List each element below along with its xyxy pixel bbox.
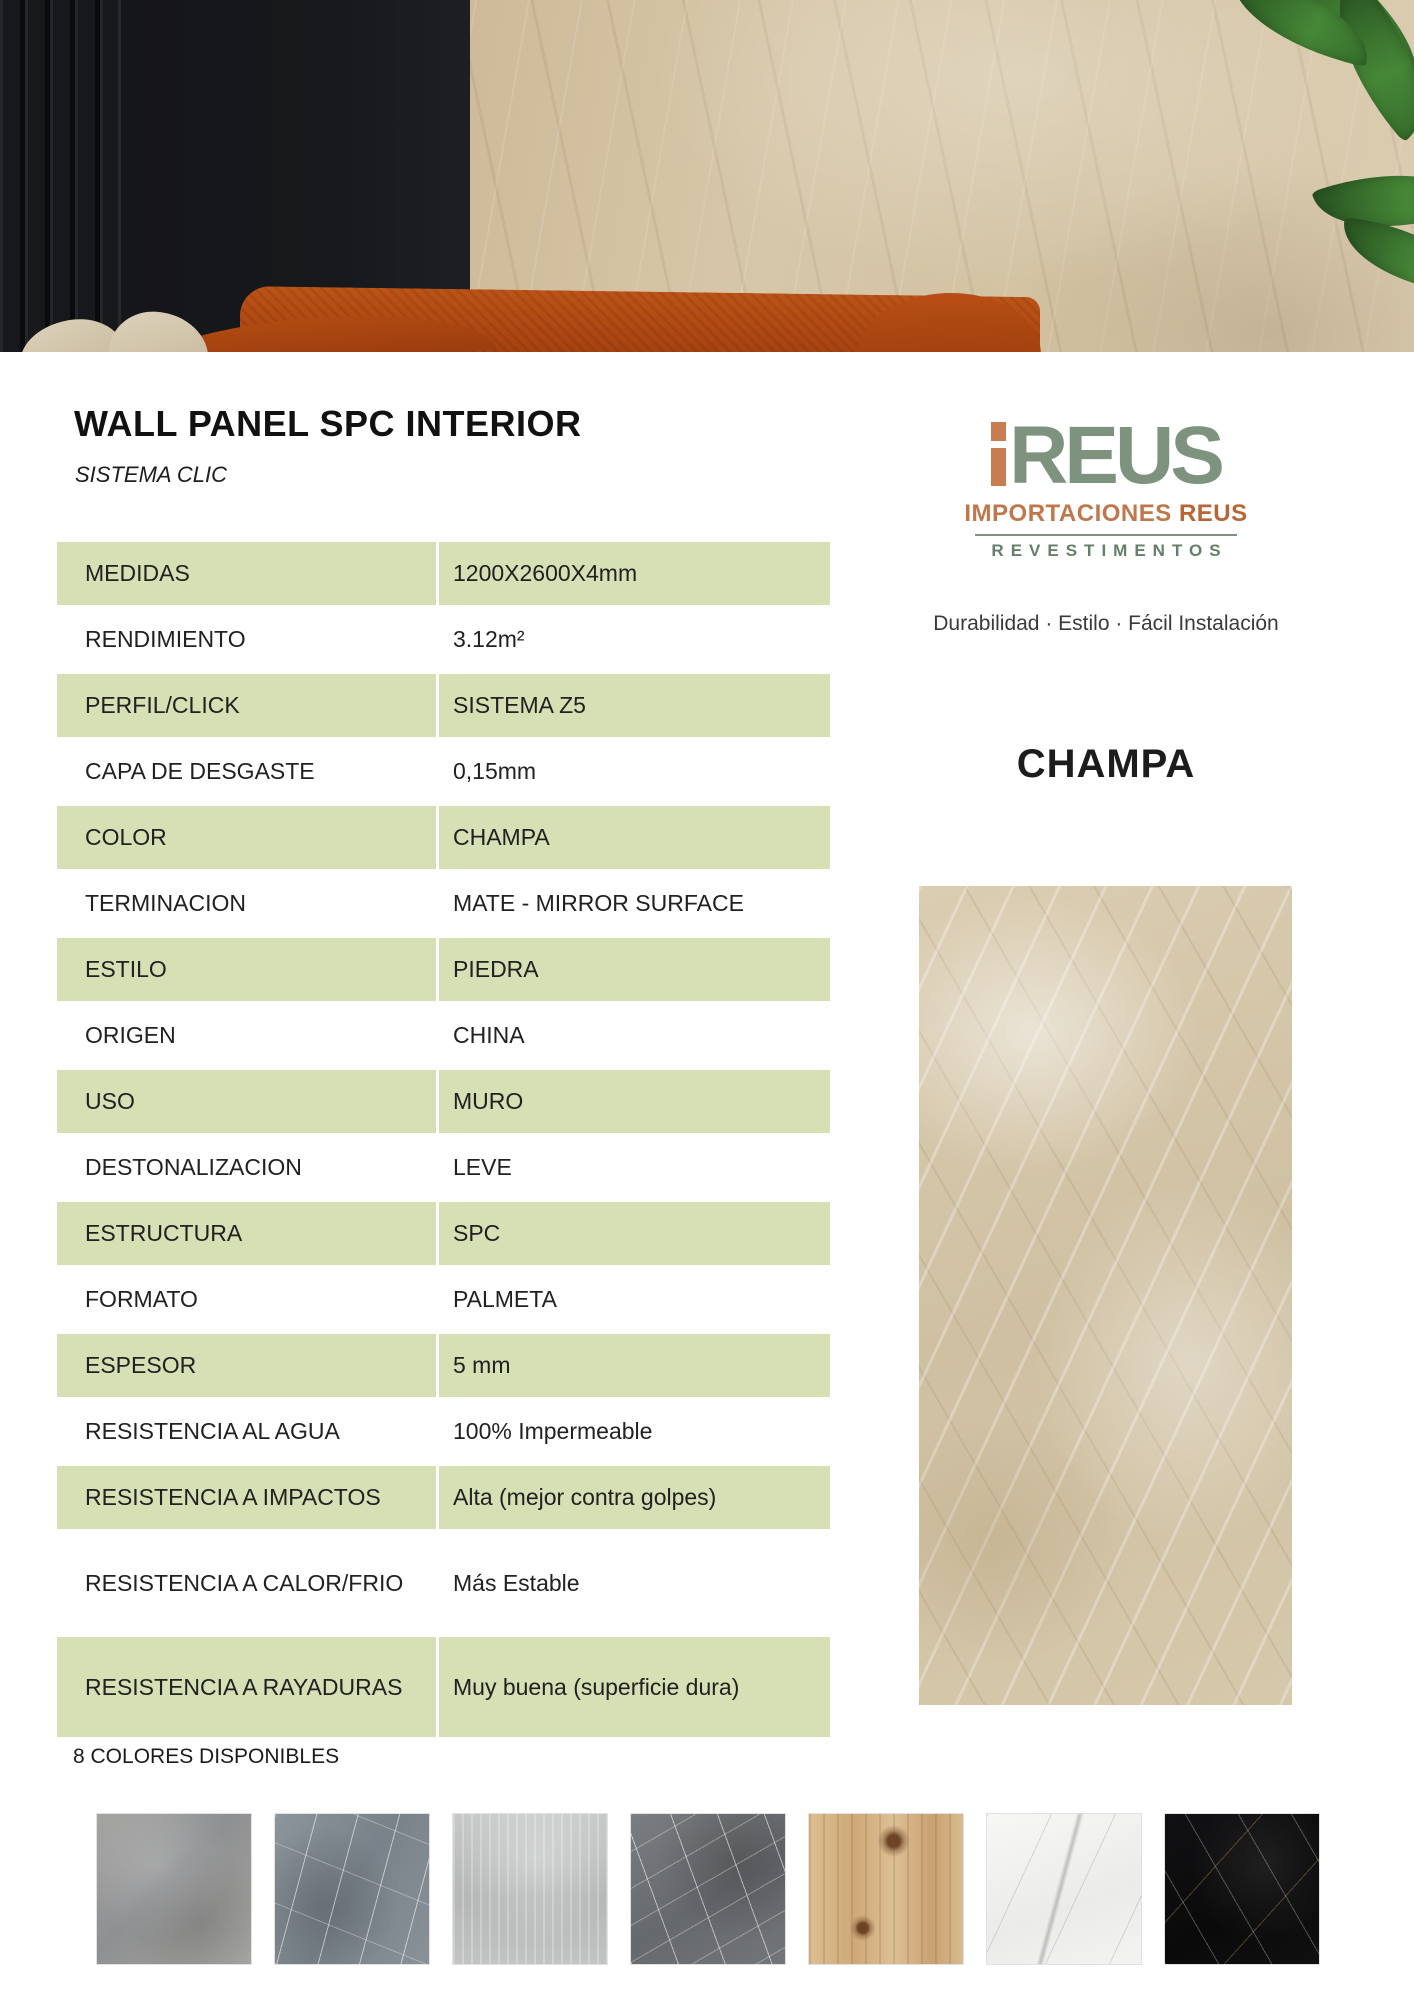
page-title: WALL PANEL SPC INTERIOR	[74, 403, 582, 444]
wood-slat-panel	[0, 0, 121, 352]
spec-row	[57, 1070, 830, 1133]
spec-value: SPC	[439, 1202, 830, 1265]
spec-value: 100% Impermeable	[439, 1400, 830, 1463]
spec-value: Más Estable	[439, 1532, 830, 1634]
spec-value: CHINA	[439, 1004, 830, 1067]
logo-i-mark-icon	[991, 422, 1006, 486]
spec-row	[57, 1532, 830, 1634]
hero-room-photo	[0, 0, 1414, 352]
swatch-light-gray-concrete	[452, 1813, 608, 1965]
spec-row	[57, 542, 830, 605]
colors-heading: 8 COLORES DISPONIBLES	[73, 1745, 340, 1768]
logo-divider	[975, 534, 1237, 536]
spec-value: MURO	[439, 1070, 830, 1133]
spec-row	[57, 1466, 830, 1529]
spec-value: PALMETA	[439, 1268, 830, 1331]
spec-value: MATE - MIRROR SURFACE	[439, 872, 830, 935]
spec-row	[57, 1400, 830, 1463]
spec-row	[57, 1136, 830, 1199]
spec-row	[57, 1202, 830, 1265]
swatch-row	[96, 1813, 1320, 1965]
spec-row	[57, 806, 830, 869]
swatch-black-marble	[1164, 1813, 1320, 1965]
swatch-oak-wood	[808, 1813, 964, 1965]
spec-label: COLOR	[57, 806, 436, 869]
spec-value: 0,15mm	[439, 740, 830, 803]
logo-tagline-text: REVESTIMENTOS	[991, 541, 1228, 560]
spec-value: Alta (mejor contra golpes)	[439, 1466, 830, 1529]
spec-table-body	[57, 542, 830, 1737]
spec-row	[57, 1004, 830, 1067]
spec-row	[57, 1268, 830, 1331]
spec-row	[57, 1334, 830, 1397]
spec-row	[57, 1637, 830, 1737]
spec-row	[57, 740, 830, 803]
spec-value: 5 mm	[439, 1334, 830, 1397]
spec-label: RESISTENCIA AL AGUA	[57, 1400, 436, 1463]
spec-label: USO	[57, 1070, 436, 1133]
page-subtitle: SISTEMA CLIC	[75, 462, 227, 487]
spec-label: DESTONALIZACION	[57, 1136, 436, 1199]
spec-label: CAPA DE DESGASTE	[57, 740, 436, 803]
spec-row	[57, 872, 830, 935]
plant-leaf	[1336, 217, 1414, 295]
spec-label: MEDIDAS	[57, 542, 436, 605]
swatch-dark-gray-marble	[630, 1813, 786, 1965]
logo-brand-text: REUS	[1009, 410, 1221, 501]
spec-label: ESTRUCTURA	[57, 1202, 436, 1265]
logo-wordmark	[828, 410, 1384, 501]
spec-value: SISTEMA Z5	[439, 674, 830, 737]
spec-label: ORIGEN	[57, 1004, 436, 1067]
spec-row	[57, 608, 830, 671]
benefits-tagline: Durabilidad · Estilo · Fácil Instalación	[933, 612, 1279, 635]
spec-label: PERFIL/CLICK	[57, 674, 436, 737]
spec-label: RESISTENCIA A RAYADURAS	[57, 1637, 436, 1737]
spec-label: RENDIMIENTO	[57, 608, 436, 671]
swatch-gray-stone-veined	[274, 1813, 430, 1965]
spec-value: LEVE	[439, 1136, 830, 1199]
spec-value: CHAMPA	[439, 806, 830, 869]
spec-value: 1200X2600X4mm	[439, 542, 830, 605]
spec-table	[54, 539, 833, 1740]
spec-label: TERMINACION	[57, 872, 436, 935]
spec-label: ESPESOR	[57, 1334, 436, 1397]
product-name-heading: CHAMPA	[1016, 742, 1196, 786]
spec-value: 3.12m²	[439, 608, 830, 671]
logo-company-bold: REUS	[1178, 500, 1248, 527]
swatch-gray-concrete	[96, 1813, 252, 1965]
spec-value: Muy buena (superficie dura)	[439, 1637, 830, 1737]
spec-value: PIEDRA	[439, 938, 830, 1001]
spec-label: ESTILO	[57, 938, 436, 1001]
spec-row	[57, 938, 830, 1001]
spec-label: RESISTENCIA A CALOR/FRIO	[57, 1532, 436, 1634]
logo-company-normal: IMPORTACIONES	[964, 500, 1179, 527]
spec-row	[57, 674, 830, 737]
champa-panel-image	[919, 886, 1292, 1705]
logo-company-line	[828, 500, 1384, 528]
spec-label: RESISTENCIA A IMPACTOS	[57, 1466, 436, 1529]
swatch-white-marble	[986, 1813, 1142, 1965]
brand-logo	[828, 412, 1384, 561]
spec-label: FORMATO	[57, 1268, 436, 1331]
